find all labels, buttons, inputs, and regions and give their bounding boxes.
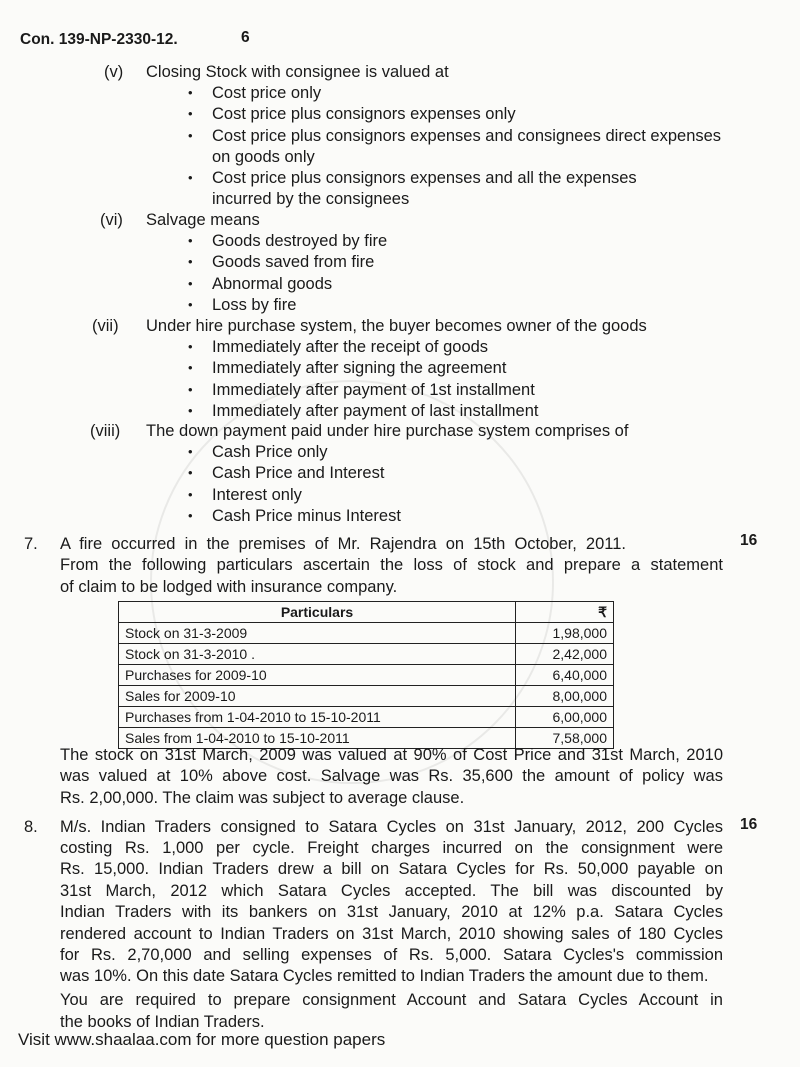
table-header-row	[119, 602, 614, 623]
particular-cell: Stock on 31-3-2010 .	[119, 644, 516, 665]
option-text: Cost price only	[212, 84, 322, 103]
table-row	[119, 623, 614, 644]
text-line: was valued at 10% above cost. Salvage was Rs. 35,600 the amount of policy was	[60, 767, 723, 785]
text-line: 31st March, 2012 which Satara Cycles accepted. The bill was discounted by	[60, 882, 723, 900]
option-text: Immediately after signing the agreement	[212, 359, 507, 378]
question-stem: Closing Stock with consignee is valued at	[146, 63, 449, 81]
option-text: Cost price plus consignors expenses and consignees direct expenses	[212, 126, 722, 145]
text-line: The stock on 31st March, 2009 was valued at 90% of Cost Price and 31st March, 2010	[60, 746, 723, 764]
text-line: You are required to prepare consignment Account and Satara Cycles Account in	[60, 991, 723, 1009]
bullet-icon: •	[188, 85, 193, 101]
footer-text: Visit www.shaalaa.com for more question papers	[18, 1030, 386, 1049]
bullet-icon: •	[188, 507, 193, 523]
option-text: Interest only	[212, 485, 302, 504]
bullet-icon: •	[188, 127, 193, 143]
question-number: 7.	[24, 535, 38, 553]
bullet-icon: •	[188, 444, 193, 460]
table-row	[119, 686, 614, 707]
text-line: costing Rs. 1,000 per cycle. Freight charges incurred on the consignment were	[60, 839, 723, 857]
text-line: of claim to be lodged with insurance company.	[60, 578, 398, 596]
text-line: Rs. 15,000. Indian Traders drew a bill on Satara Cycles for Rs. 50,000 payable on	[60, 860, 723, 878]
bullet-icon: •	[188, 254, 193, 270]
particular-cell: Stock on 31-3-2009	[119, 623, 516, 644]
text-line: Rs. 2,00,000. The claim was subject to average clause.	[60, 789, 465, 807]
amount-cell: 2,42,000	[516, 644, 614, 665]
option-text: on goods only	[212, 147, 315, 166]
text-line: rendered account to Indian Traders on 31st March, 2010 showing sales of 180 Cycles	[60, 925, 723, 943]
text-line: Indian Traders with its bankers on 31st January, 2010 at 12% p.a. Satara Cycles	[60, 903, 723, 921]
particular-cell: Sales for 2009-10	[119, 686, 516, 707]
question-number: (viii)	[90, 422, 121, 440]
question-number: (vi)	[100, 211, 123, 229]
bullet-icon: •	[188, 381, 193, 397]
question-stem: Salvage means	[146, 211, 260, 229]
bullet-icon: •	[188, 402, 193, 418]
text-line: M/s. Indian Traders consigned to Satara Cycles on 31st January, 2012, 200 Cycles	[60, 818, 723, 836]
bullet-icon: •	[188, 296, 193, 312]
amount-cell: 6,40,000	[516, 665, 614, 686]
text-line: the books of Indian Traders.	[60, 1013, 265, 1031]
text-line: was 10%. On this date Satara Cycles remitted to Indian Traders the amount due to them.	[60, 967, 709, 985]
bullet-icon: •	[188, 233, 193, 249]
option-text: incurred by the consignees	[212, 190, 410, 209]
particular-cell: Purchases for 2009-10	[119, 665, 516, 686]
particulars-table	[118, 601, 614, 749]
option-text: Abnormal goods	[212, 274, 333, 293]
option-text: Immediately after the receipt of goods	[212, 338, 489, 357]
option-text: Immediately after payment of last installment	[212, 401, 539, 420]
question-stem: The down payment paid under hire purchase system comprises of	[146, 422, 629, 440]
bullet-icon: •	[188, 275, 193, 291]
text-line: From the following particulars ascertain the loss of stock and prepare a statement	[60, 556, 723, 574]
question-number: (vii)	[92, 317, 119, 335]
bullet-icon: •	[188, 106, 193, 122]
option-text: Immediately after payment of 1st installment	[212, 380, 535, 399]
option-text: Loss by fire	[212, 295, 297, 314]
marks: 16	[740, 532, 758, 549]
question-stem: Under hire purchase system, the buyer becomes owner of the goods	[146, 317, 647, 335]
column-header: ₹	[516, 602, 614, 623]
question-number: 8.	[24, 818, 38, 836]
option-text: Cost price plus consignors expenses only	[212, 105, 516, 124]
bullet-icon: •	[188, 486, 193, 502]
option-text: Cash Price minus Interest	[212, 506, 401, 525]
table-row	[119, 707, 614, 728]
bullet-icon: •	[188, 170, 193, 185]
amount-cell: 8,00,000	[516, 686, 614, 707]
option-text: Cash Price only	[212, 443, 328, 462]
option-text: Cash Price and Interest	[212, 464, 385, 483]
particular-cell: Sales from 1-04-2010 to 15-10-2011	[119, 728, 516, 749]
bullet-icon: •	[188, 339, 193, 355]
bullet-icon: •	[188, 360, 193, 376]
page-number: 6	[241, 29, 250, 46]
option-text: Goods saved from fire	[212, 253, 375, 272]
option-text: Goods destroyed by fire	[212, 232, 388, 251]
amount-cell: 1,98,000	[516, 623, 614, 644]
marks: 16	[740, 816, 758, 833]
text-line: A fire occurred in the premises of Mr. Rajendra on 15th October, 2011.	[60, 535, 626, 553]
amount-cell: 6,00,000	[516, 707, 614, 728]
amount-cell: 7,58,000	[516, 728, 614, 749]
option-text: Cost price plus consignors expenses and all the expenses	[212, 169, 637, 187]
paper-code: Con. 139-NP-2330-12.	[20, 31, 178, 48]
column-header: Particulars	[119, 602, 516, 623]
question-number: (v)	[104, 63, 124, 81]
table-row	[119, 644, 614, 665]
particular-cell: Purchases from 1-04-2010 to 15-10-2011	[119, 707, 516, 728]
text-line: for Rs. 2,70,000 and selling expenses of Rs. 5,000. Satara Cycles's commission	[60, 946, 723, 964]
bullet-icon: •	[188, 465, 193, 481]
table-row	[119, 665, 614, 686]
